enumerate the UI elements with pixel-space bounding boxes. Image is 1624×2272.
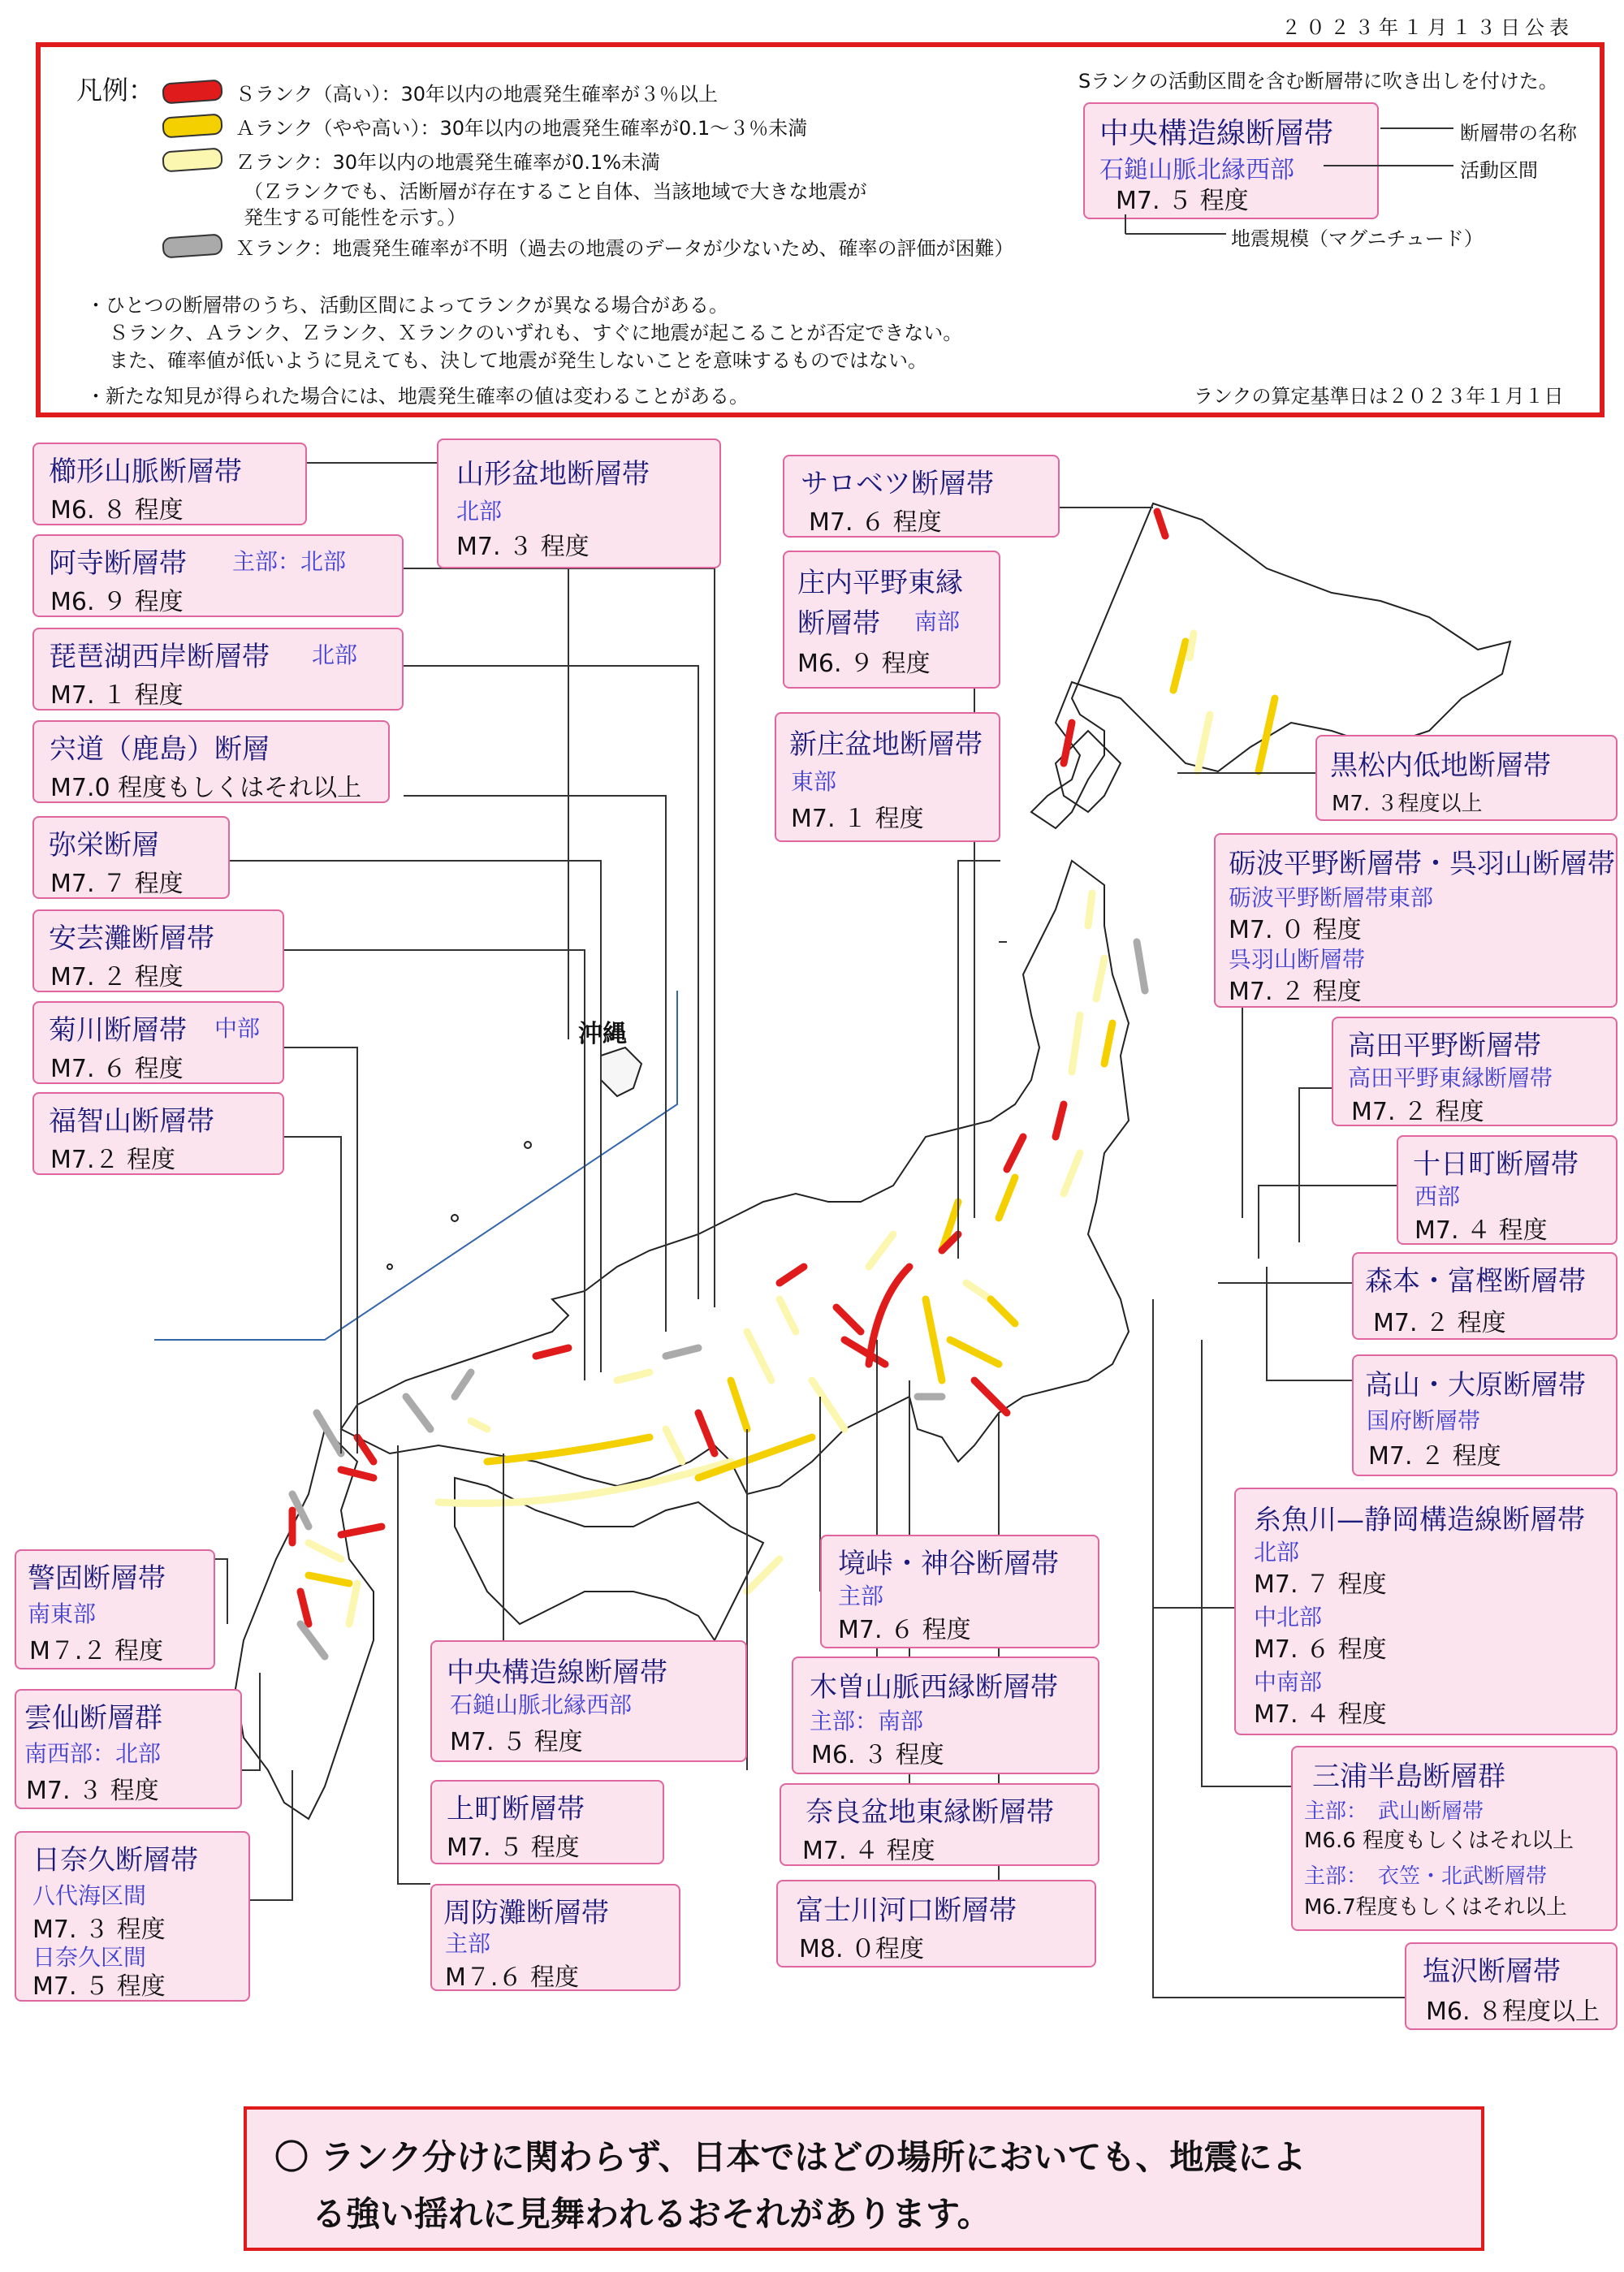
callout-tonami xyxy=(1214,833,1618,1008)
callout-yamagata xyxy=(437,438,721,568)
fault-section: 主部 xyxy=(838,1583,884,1609)
okinawa-label: 沖縄 xyxy=(578,1020,627,1048)
fault-name: 新庄盆地断層帯 xyxy=(789,728,983,761)
fault-magnitude: M6. ９ 程度 xyxy=(50,588,184,616)
callout-sakaitoge xyxy=(820,1535,1099,1648)
fault-section: 八代海区間 xyxy=(32,1882,147,1909)
fault-magnitude: M7. １ 程度 xyxy=(791,805,924,833)
fault-magnitude: M7. ２ 程度 xyxy=(50,963,184,991)
fault-magnitude: M7.0 程度もしくはそれ以上 xyxy=(50,774,362,802)
fault-magnitude: M6. ３ 程度 xyxy=(811,1741,944,1769)
x-rank-label: Ｘランク：地震発生確率が不明（過去の地震のデータが少ないため、確率の評価が困難） xyxy=(235,237,1014,260)
fault-name: 琵琶湖西岸断層帯 xyxy=(49,641,270,673)
fault-name: 福智山断層帯 xyxy=(49,1105,214,1138)
callout-shiozawa xyxy=(1405,1942,1618,2030)
fault-name: 安芸灘断層帯 xyxy=(49,922,214,955)
fault-section: 呉羽山断層帯 xyxy=(1229,946,1366,973)
fault-magnitude: M7. １ 程度 xyxy=(50,681,184,710)
fault-magnitude: M7. ５ 程度 xyxy=(447,1834,580,1862)
fault-section: 南部 xyxy=(914,608,961,635)
publication-date: ２０２３年１月１３日公表 xyxy=(1281,16,1574,39)
fault-name: 木曽山脈西縁断層帯 xyxy=(810,1671,1058,1704)
callout-note: Sランクの活動区間を含む断層帯に吹き出しを付けた。 xyxy=(1078,70,1558,93)
legend-title: 凡例： xyxy=(76,75,155,106)
callout-shonai xyxy=(783,551,1000,689)
callout-nara xyxy=(780,1783,1099,1866)
callout-kiso xyxy=(792,1656,1099,1774)
warning-box xyxy=(244,2106,1484,2251)
fault-section: 主部 xyxy=(445,1930,491,1957)
fault-section: 東部 xyxy=(791,768,837,795)
fault-magnitude: M6. ８程度以上 xyxy=(1426,1998,1600,2026)
fault-magnitude: M７.６ 程度 xyxy=(445,1963,579,1992)
callout-fukuchiyama xyxy=(32,1092,284,1175)
callout-fujikawa xyxy=(776,1880,1096,1967)
fault-name: 森本・富樫断層帯 xyxy=(1365,1265,1586,1298)
fault-name: 高田平野断層帯 xyxy=(1348,1030,1541,1062)
fault-name: 糸魚川—静岡構造線断層帯 xyxy=(1254,1504,1585,1536)
fault-name: 日奈久断層帯 xyxy=(32,1844,198,1877)
fault-name: 櫛形山脈断層帯 xyxy=(49,456,242,488)
fault-name: 上町断層帯 xyxy=(447,1793,585,1825)
fault-magnitude: M7. ４ 程度 xyxy=(802,1837,935,1865)
fault-section: 主部：北部 xyxy=(232,548,347,575)
sample-magnitude: M7. ５ 程度 xyxy=(1116,187,1249,215)
callout-keigo xyxy=(15,1549,215,1669)
fault-magnitude: M6.6 程度もしくはそれ以上 xyxy=(1304,1829,1574,1853)
fault-section: 中部 xyxy=(214,1015,261,1042)
explain-section: 活動区間 xyxy=(1460,159,1538,182)
legend-bullet1b: Ｓランク、Ａランク、Ｚランク、Ｘランクのいずれも、すぐに地震が起こることが否定できない。 xyxy=(109,322,963,344)
z-rank-note2: 発生する可能性を示す。） xyxy=(244,206,467,229)
callout-yasaka xyxy=(32,816,230,899)
fault-name-line2: 断層帯 xyxy=(797,607,880,640)
fault-magnitude: M7.２ 程度 xyxy=(50,1146,176,1174)
fault-magnitude: M7. ３ 程度 xyxy=(26,1777,159,1805)
fault-magnitude: M7. ２ 程度 xyxy=(1373,1309,1506,1337)
explain-name: 断層帯の名称 xyxy=(1460,122,1577,145)
fault-name: 三浦半島断層群 xyxy=(1312,1760,1505,1793)
fault-magnitude: M7. ２ 程度 xyxy=(1351,1098,1484,1126)
callout-akinada xyxy=(32,909,284,992)
fault-name: 高山・大原断層帯 xyxy=(1365,1369,1586,1402)
fault-name: 警固断層帯 xyxy=(28,1562,166,1595)
warning-line2: る強い揺れに見舞われるおそれがあります。 xyxy=(312,2194,991,2234)
fault-section: 北部 xyxy=(312,641,358,668)
fault-name: 富士川河口断層帯 xyxy=(796,1894,1017,1927)
z-rank-label: Ｚランク：30年以内の地震発生確率が0.1%未満 xyxy=(235,151,661,174)
callout-miura xyxy=(1291,1746,1618,1931)
callout-morimoto xyxy=(1352,1252,1618,1340)
fault-name: 宍道（鹿島）断層 xyxy=(49,733,270,766)
callout-shinji xyxy=(32,720,390,803)
callout-chuo xyxy=(430,1640,747,1762)
a-rank-label: Ａランク（やや高い）：30年以内の地震発生確率が0.1～３％未満 xyxy=(235,117,808,140)
sample-name: 中央構造線断層帯 xyxy=(1099,117,1334,150)
fault-section: 国府断層帯 xyxy=(1367,1407,1481,1434)
fault-magnitude: M7. ７ 程度 xyxy=(50,870,184,898)
callout-suonada xyxy=(430,1884,680,1991)
fault-magnitude: M7. ２ 程度 xyxy=(1368,1442,1501,1471)
s-rank-label: Ｓランク（高い）：30年以内の地震発生確率が３％以上 xyxy=(235,83,719,106)
callout-takayama xyxy=(1352,1354,1618,1476)
fault-section: 主部：南部 xyxy=(810,1708,924,1734)
warning-line1: 〇 ランク分けに関わらず、日本ではどの場所においても、地震によ xyxy=(274,2137,1307,2177)
fault-name: 境峠・神谷断層帯 xyxy=(838,1548,1059,1580)
legend-bullet1c: また、確率値が低いように見えても、決して地震が発生しないことを意味するものではない。 xyxy=(109,349,927,372)
fault-magnitude: M7. ３ 程度 xyxy=(32,1916,166,1944)
fault-section: 南東部 xyxy=(28,1600,97,1627)
fault-magnitude: M7. ７ 程度 xyxy=(1254,1570,1387,1599)
fault-magnitude: M7. ６ 程度 xyxy=(50,1055,184,1083)
fault-name: 周防灘断層帯 xyxy=(443,1897,609,1929)
fault-magnitude: M7. ６ 程度 xyxy=(838,1616,971,1644)
callout-kikugawa xyxy=(32,1001,284,1084)
callout-hinagu xyxy=(15,1831,250,2002)
fault-name: 弥栄断層 xyxy=(49,829,159,862)
fault-magnitude: M7. ３ 程度 xyxy=(456,533,590,561)
callout-tokamachi xyxy=(1397,1135,1618,1245)
sample-section: 石鎚山脈北縁西部 xyxy=(1099,156,1294,184)
legend-bullet1: ・ひとつの断層帯のうち、活動区間によってランクが異なる場合がある。 xyxy=(86,294,729,317)
fault-section: 中南部 xyxy=(1254,1669,1323,1695)
explain-magnitude: 地震規模（マグニチュード） xyxy=(1231,227,1484,250)
callout-takada xyxy=(1332,1017,1618,1126)
fault-magnitude: M7. ３程度以上 xyxy=(1332,792,1483,816)
fault-name: 塩沢断層帯 xyxy=(1423,1955,1561,1988)
fault-section: 北部 xyxy=(456,498,503,525)
fault-magnitude: M７.２ 程度 xyxy=(29,1637,163,1665)
fault-name: 十日町断層帯 xyxy=(1413,1148,1579,1181)
fault-magnitude: M7. ６ 程度 xyxy=(1254,1635,1387,1664)
fault-name: 阿寺断層帯 xyxy=(49,547,187,580)
fault-name: 菊川断層帯 xyxy=(49,1014,187,1047)
fault-section: 日奈久区間 xyxy=(32,1944,147,1971)
fault-magnitude: M7. ４ 程度 xyxy=(1415,1216,1548,1245)
callout-kuromatsunai xyxy=(1315,735,1618,821)
fault-section: 高田平野東縁断層帯 xyxy=(1348,1065,1553,1091)
fault-section: 中北部 xyxy=(1254,1604,1323,1631)
fault-magnitude: M7. ６ 程度 xyxy=(809,508,942,537)
fault-section: 南西部：北部 xyxy=(24,1740,162,1767)
fault-name: サロベツ断層帯 xyxy=(801,468,994,500)
fault-magnitude: M6. ８ 程度 xyxy=(50,496,184,525)
okinawa-islands xyxy=(387,1047,641,1269)
base-date: ランクの算定基準日は２０２３年１月１日 xyxy=(1194,385,1564,408)
legend-bullet2: ・新たな知見が得られた場合には、地震発生確率の値は変わることがある。 xyxy=(86,385,749,408)
fault-magnitude: M7. ０ 程度 xyxy=(1229,916,1362,944)
fault-name: 雲仙断層群 xyxy=(24,1702,162,1734)
fault-section: 西部 xyxy=(1415,1183,1461,1210)
fault-name: 奈良盆地東縁断層帯 xyxy=(806,1796,1054,1829)
fault-name: 庄内平野東縁 xyxy=(797,567,963,599)
fault-name: 中央構造線断層帯 xyxy=(447,1656,667,1689)
fault-section: 主部： 衣笠・北武断層帯 xyxy=(1304,1864,1548,1889)
callout-itoigawa xyxy=(1234,1488,1618,1735)
callout-kushigata xyxy=(32,443,307,525)
fault-magnitude: M7. ５ 程度 xyxy=(32,1972,166,2001)
z-rank-note1: （Ｚランクでも、活断層が存在すること自体、当該地域で大きな地震が xyxy=(244,180,867,203)
fault-name: 黒松内低地断層帯 xyxy=(1330,749,1551,782)
fault-magnitude: M7. ２ 程度 xyxy=(1229,978,1362,1006)
fault-magnitude: M7. ４ 程度 xyxy=(1254,1700,1387,1729)
callout-akan xyxy=(32,534,404,617)
fault-magnitude: M6. ９ 程度 xyxy=(797,650,931,678)
callout-shinjo xyxy=(775,712,1000,842)
callout-sarobetsu xyxy=(783,455,1060,538)
fault-name: 山形盆地断層帯 xyxy=(456,458,650,490)
fault-section: 北部 xyxy=(1254,1539,1300,1566)
fault-section: 主部： 武山断層帯 xyxy=(1304,1799,1484,1824)
fault-name: 砺波平野断層帯・呉羽山断層帯 xyxy=(1229,848,1615,880)
fault-section: 石鎚山脈北縁西部 xyxy=(450,1691,633,1718)
callout-biwako xyxy=(32,628,404,711)
fault-magnitude: M8. ０程度 xyxy=(799,1935,925,1963)
fault-magnitude: M6.7程度もしくはそれ以上 xyxy=(1304,1895,1567,1920)
callout-uemachi xyxy=(430,1780,664,1864)
fault-section: 砺波平野断層帯東部 xyxy=(1229,884,1434,911)
fault-magnitude: M7. ５ 程度 xyxy=(450,1728,583,1756)
callout-unzen xyxy=(15,1689,242,1809)
